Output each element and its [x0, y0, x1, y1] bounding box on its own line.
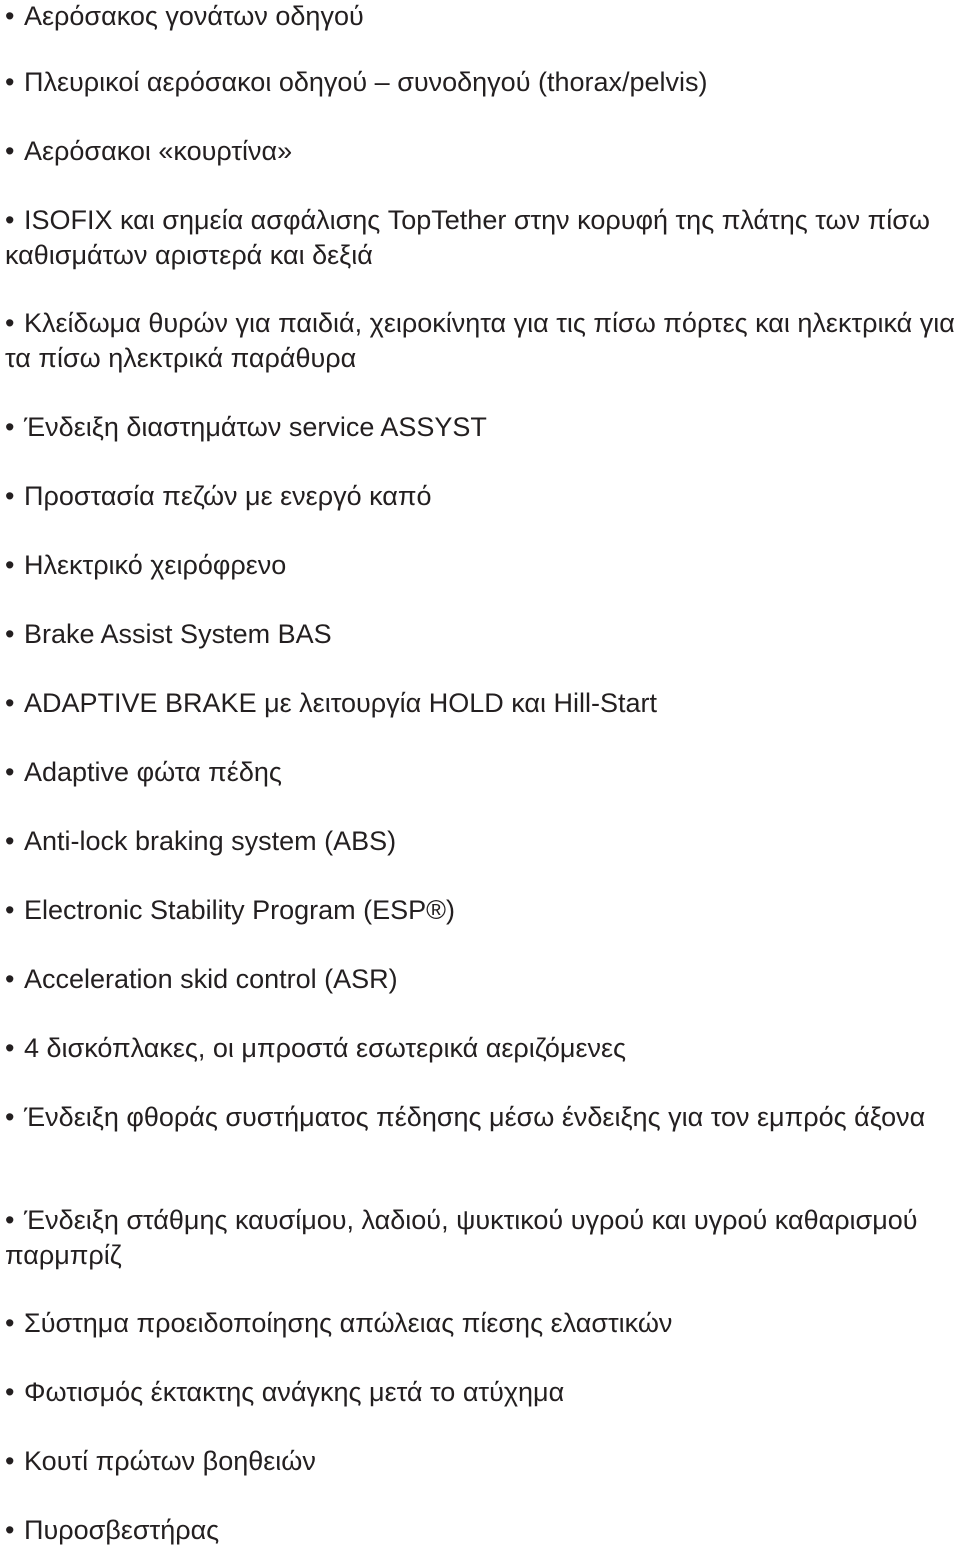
list-item-text: Αερόσακοι «κουρτίνα» — [24, 136, 293, 166]
bullet: • — [5, 757, 15, 787]
list-item-text: Πλευρικοί αερόσακοι οδηγού – συνοδηγού (thorax/pelvis) — [24, 67, 708, 97]
list-item-text: ISOFIX και σημεία ασφάλισης TopTether στην κορυφή της πλάτης των πίσω καθισμάτων αριστερά και δεξιά — [5, 205, 930, 270]
list-item — [5, 479, 955, 514]
bullet: • — [5, 308, 15, 338]
list-item-text: Acceleration skid control (ASR) — [24, 964, 398, 994]
bullet: • — [5, 1308, 15, 1338]
bullet: • — [5, 895, 15, 925]
list-item — [5, 755, 955, 790]
list-item-text: Brake Assist System BAS — [24, 619, 332, 649]
list-item-text: Electronic Stability Program (ESP®) — [24, 895, 456, 925]
list-item — [5, 1375, 955, 1410]
list-item — [5, 824, 955, 859]
list-item-text: Ένδειξη διαστημάτων service ASSYST — [24, 412, 487, 442]
list-item — [5, 1306, 955, 1341]
list-item — [5, 0, 955, 34]
bullet: • — [5, 1446, 15, 1476]
list-item — [5, 548, 955, 583]
bullet: • — [5, 688, 15, 718]
bullet: • — [5, 1033, 15, 1063]
list-item — [5, 1444, 955, 1479]
bullet: • — [5, 1, 15, 31]
bullet: • — [5, 67, 15, 97]
bullet: • — [5, 964, 15, 994]
bullet: • — [5, 1102, 15, 1132]
bullet: • — [5, 412, 15, 442]
list-item — [5, 1100, 955, 1135]
bullet: • — [5, 619, 15, 649]
list-item-text: Φωτισμός έκτακτης ανάγκης μετά το ατύχημα — [24, 1377, 565, 1407]
list-item — [5, 1513, 955, 1548]
bullet: • — [5, 1377, 15, 1407]
list-item — [5, 1203, 955, 1272]
bullet: • — [5, 136, 15, 166]
bullet: • — [5, 1205, 15, 1235]
list-item — [5, 617, 955, 652]
list-item — [5, 306, 955, 375]
list-item — [5, 134, 955, 169]
list-item — [5, 203, 955, 272]
list-item-text: Ένδειξη στάθμης καυσίμου, λαδιού, ψυκτικού υγρού και υγρού καθαρισμού παρμπρίζ — [5, 1205, 918, 1270]
bullet: • — [5, 481, 15, 511]
list-item — [5, 962, 955, 997]
bullet: • — [5, 550, 15, 580]
list-item-text: Αερόσακος γονάτων οδηγού — [24, 1, 364, 31]
list-item — [5, 893, 955, 928]
list-item-text: Ένδειξη φθοράς συστήματος πέδησης μέσω ένδειξης για τον εμπρός άξονα — [24, 1102, 926, 1132]
bullet: • — [5, 1515, 15, 1545]
list-item — [5, 65, 955, 100]
list-item — [5, 410, 955, 445]
bullet: • — [5, 205, 15, 235]
list-item-text: Κλείδωμα θυρών για παιδιά, χειροκίνητα για τις πίσω πόρτες και ηλεκτρικά για τα πίσω ηλεκτρικά παράθυρα — [5, 308, 955, 373]
list-item-text: Adaptive φώτα πέδης — [24, 757, 282, 787]
list-item — [5, 686, 955, 721]
bullet: • — [5, 826, 15, 856]
list-item-text: Πυροσβεστήρας — [24, 1515, 220, 1545]
list-item-text: Anti-lock braking system (ABS) — [24, 826, 397, 856]
list-item-text: Προστασία πεζών με ενεργό καπό — [24, 481, 432, 511]
list-item — [5, 1031, 955, 1066]
list-item-text: Κουτί πρώτων βοηθειών — [24, 1446, 316, 1476]
list-item-text: Ηλεκτρικό χειρόφρενο — [24, 550, 287, 580]
list-item-text: ADAPTIVE BRAKE με λειτουργία HOLD και Hill-Start — [24, 688, 658, 718]
list-item-text: Σύστημα προειδοποίησης απώλειας πίεσης ελαστικών — [24, 1308, 673, 1338]
list-item-text: 4 δισκόπλακες, οι μπροστά εσωτερικά αεριζόμενες — [24, 1033, 627, 1063]
